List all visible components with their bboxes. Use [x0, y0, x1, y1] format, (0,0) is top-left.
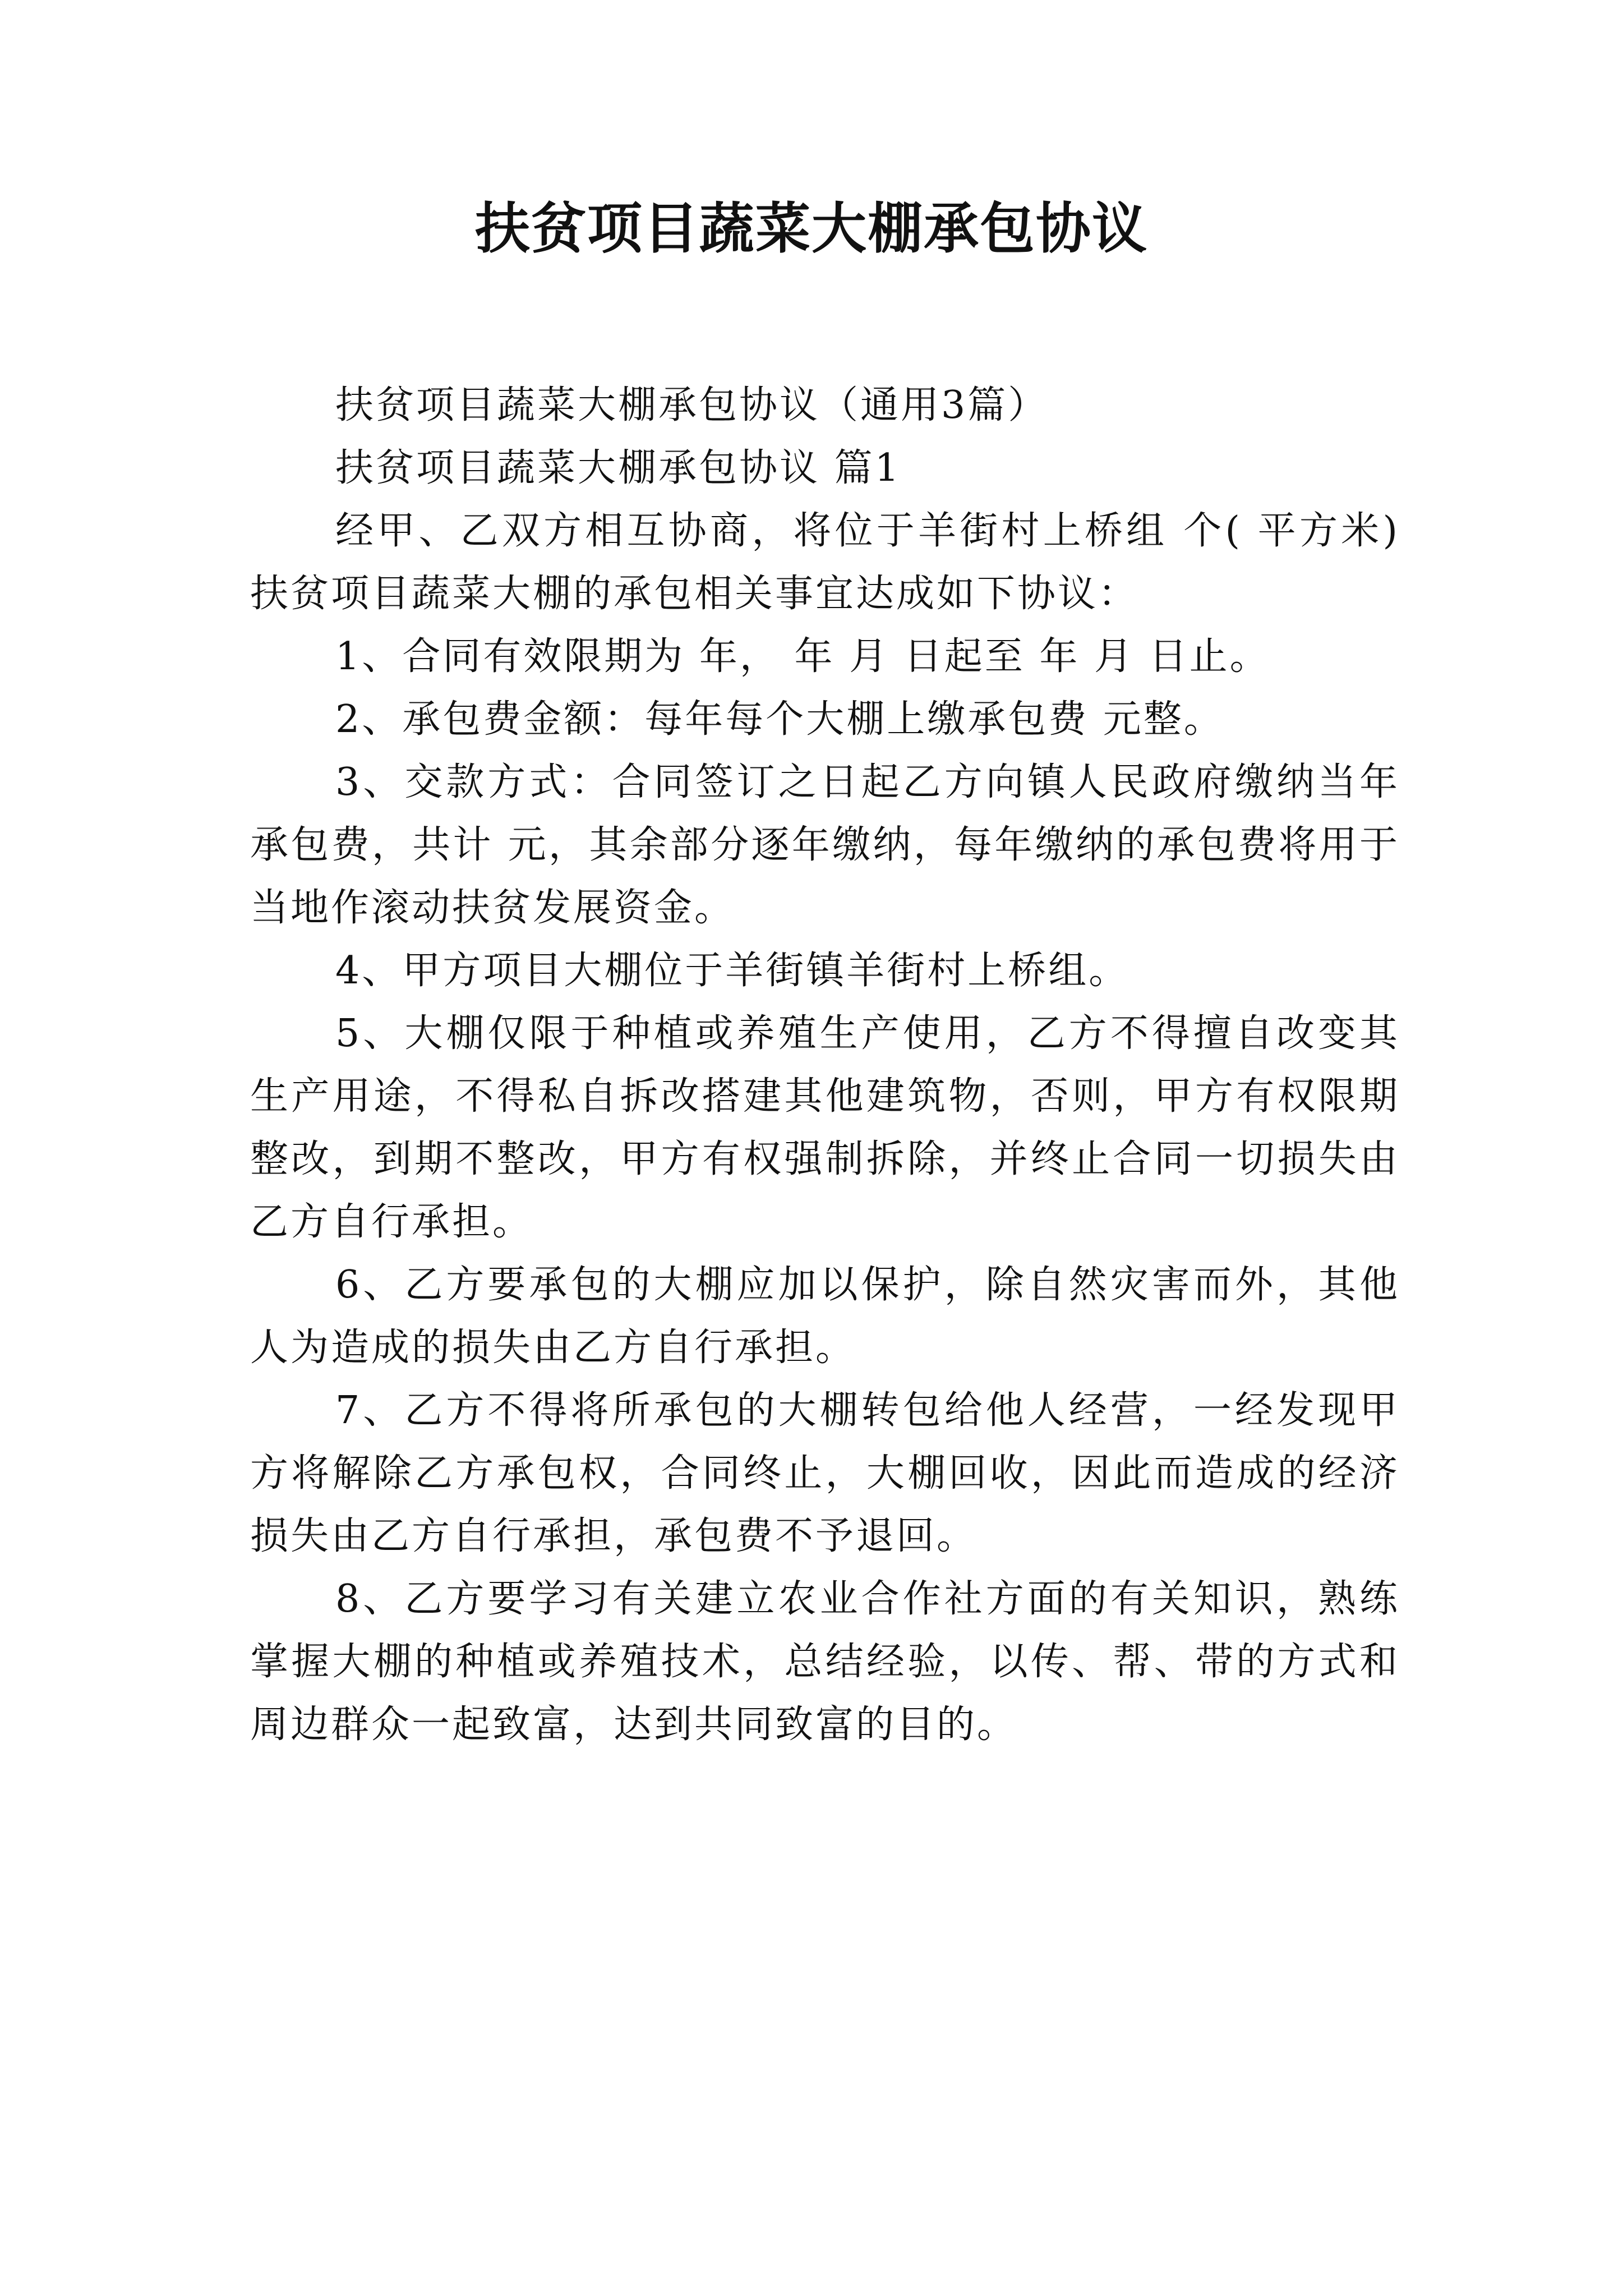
- clause-6: 6、乙方要承包的大棚应加以保护，除自然灾害而外，其他人为造成的损失由乙方自行承担。: [250, 1263, 1400, 1370]
- clause-7: 7、乙方不得将所承包的大棚转包给他人经营，一经发现甲方将解除乙方承包权，合同终止，大棚回收，因此而造成的经济损失由乙方自行承担，承包费不予退回。: [250, 1388, 1400, 1558]
- paragraph-section-heading: 扶贫项目蔬菜大棚承包协议 篇1: [335, 446, 901, 490]
- paragraph-intro: 经甲、乙双方相互协商，将位于羊街村上桥组 个( 平方米)扶贫项目蔬菜大棚的承包相关事宜达成如下协议：: [250, 509, 1400, 616]
- clause-2: 2、承包费金额：每年每个大棚上缴承包费 元整。: [335, 697, 1224, 742]
- clause-4: 4、甲方项目大棚位于羊街镇羊街村上桥组。: [335, 949, 1129, 993]
- clause-8: 8、乙方要学习有关建立农业合作社方面的有关知识，熟练掌握大棚的种植或养殖技术，总结经验，以传、帮、带的方式和周边群众一起致富，达到共同致富的目的。: [250, 1577, 1400, 1747]
- clause-1: 1、合同有效限期为 年， 年 月 日起至 年 月 日止。: [335, 634, 1270, 679]
- document-body: [250, 374, 1400, 1756]
- document-title: 扶贫项目蔬菜大棚承包协议: [474, 197, 1148, 261]
- clause-5: 5、大棚仅限于种植或养殖生产使用，乙方不得擅自改变其生产用途，不得私自拆改搭建其他建筑物，否则，甲方有权限期整改，到期不整改，甲方有权强制拆除，并终止合同一切损失由乙方自行承担。: [250, 1011, 1400, 1244]
- paragraph-subtitle: 扶贫项目蔬菜大棚承包协议（通用3篇）: [335, 383, 1049, 427]
- clause-3: 3、交款方式：合同签订之日起乙方向镇人民政府缴纳当年承包费，共计 元，其余部分逐年缴纳，每年缴纳的承包费将用于当地作滚动扶贫发展资金。: [250, 760, 1400, 930]
